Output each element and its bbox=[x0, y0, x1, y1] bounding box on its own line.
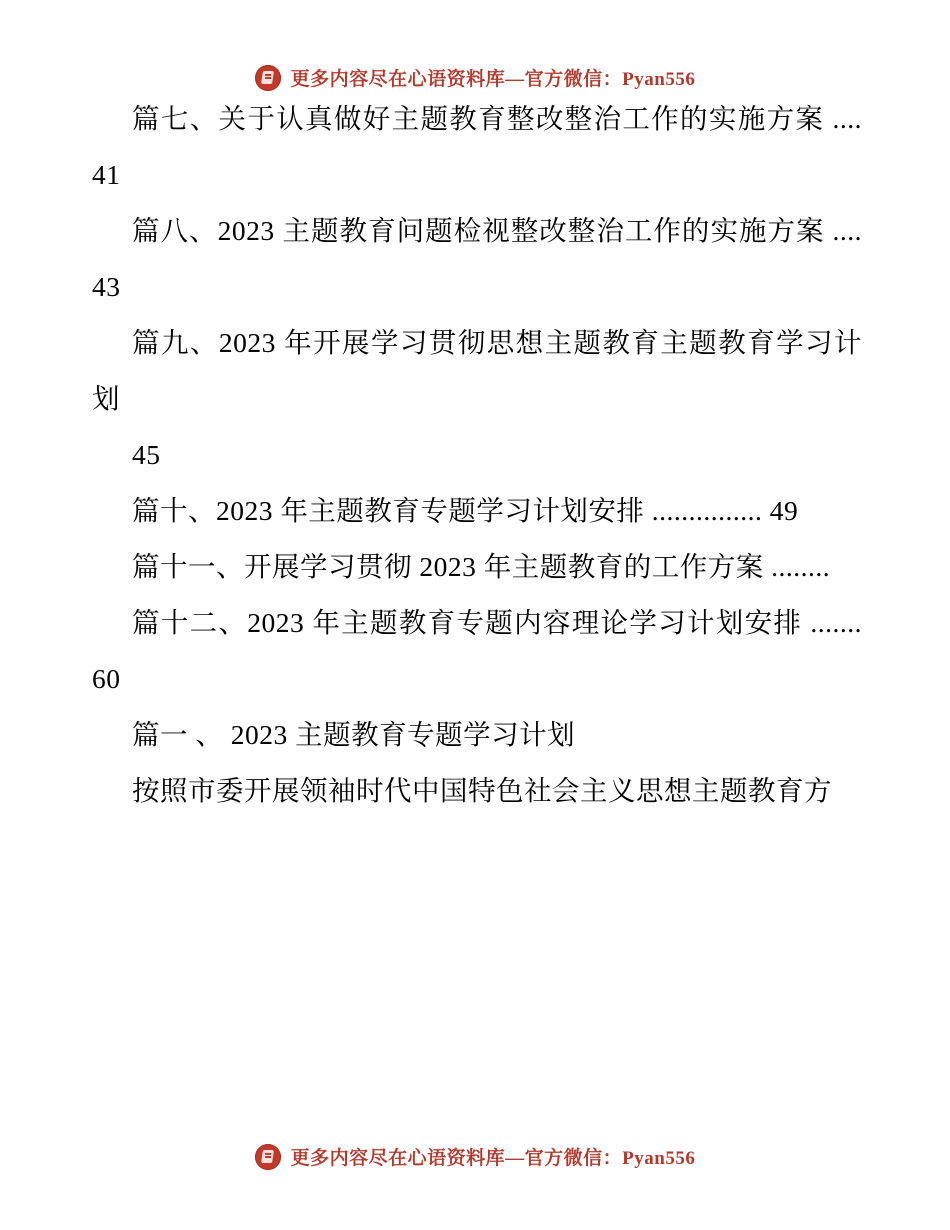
watermark-top bbox=[0, 0, 950, 91]
toc-entry: 篇九、2023 年开展学习贯彻思想主题教育主题教育学习计划 bbox=[92, 327, 862, 414]
toc-entry: 篇十二、2023 年主题教育专题内容理论学习计划安排 ....... 60 bbox=[92, 607, 862, 694]
watermark-top-text: 更多内容尽在心语资料库—官方微信：Pyan556 bbox=[290, 69, 696, 90]
section-heading: 篇一 、 2023 主题教育专题学习计划 bbox=[132, 719, 576, 750]
document-badge-icon bbox=[255, 65, 281, 91]
toc-entry: 篇七、关于认真做好主题教育整改整治工作的实施方案 .... 41 bbox=[92, 103, 862, 190]
body-paragraph: 按照市委开展领袖时代中国特色社会主义思想主题教育方 bbox=[132, 775, 832, 806]
toc-entry-page-number: 45 bbox=[132, 439, 161, 470]
toc-entry: 篇十、2023 年主题教育专题学习计划安排 ............... 49 bbox=[132, 495, 799, 526]
document-content bbox=[0, 91, 950, 1143]
document-badge-icon bbox=[255, 1144, 281, 1170]
toc-entry: 篇八、2023 主题教育问题检视整改整治工作的实施方案 .... 43 bbox=[92, 215, 862, 302]
toc-entry: 篇十一、开展学习贯彻 2023 年主题教育的工作方案 ........ bbox=[132, 551, 831, 582]
watermark-bottom-text: 更多内容尽在心语资料库—官方微信：Pyan556 bbox=[290, 1148, 696, 1169]
watermark-bottom bbox=[0, 1143, 950, 1230]
